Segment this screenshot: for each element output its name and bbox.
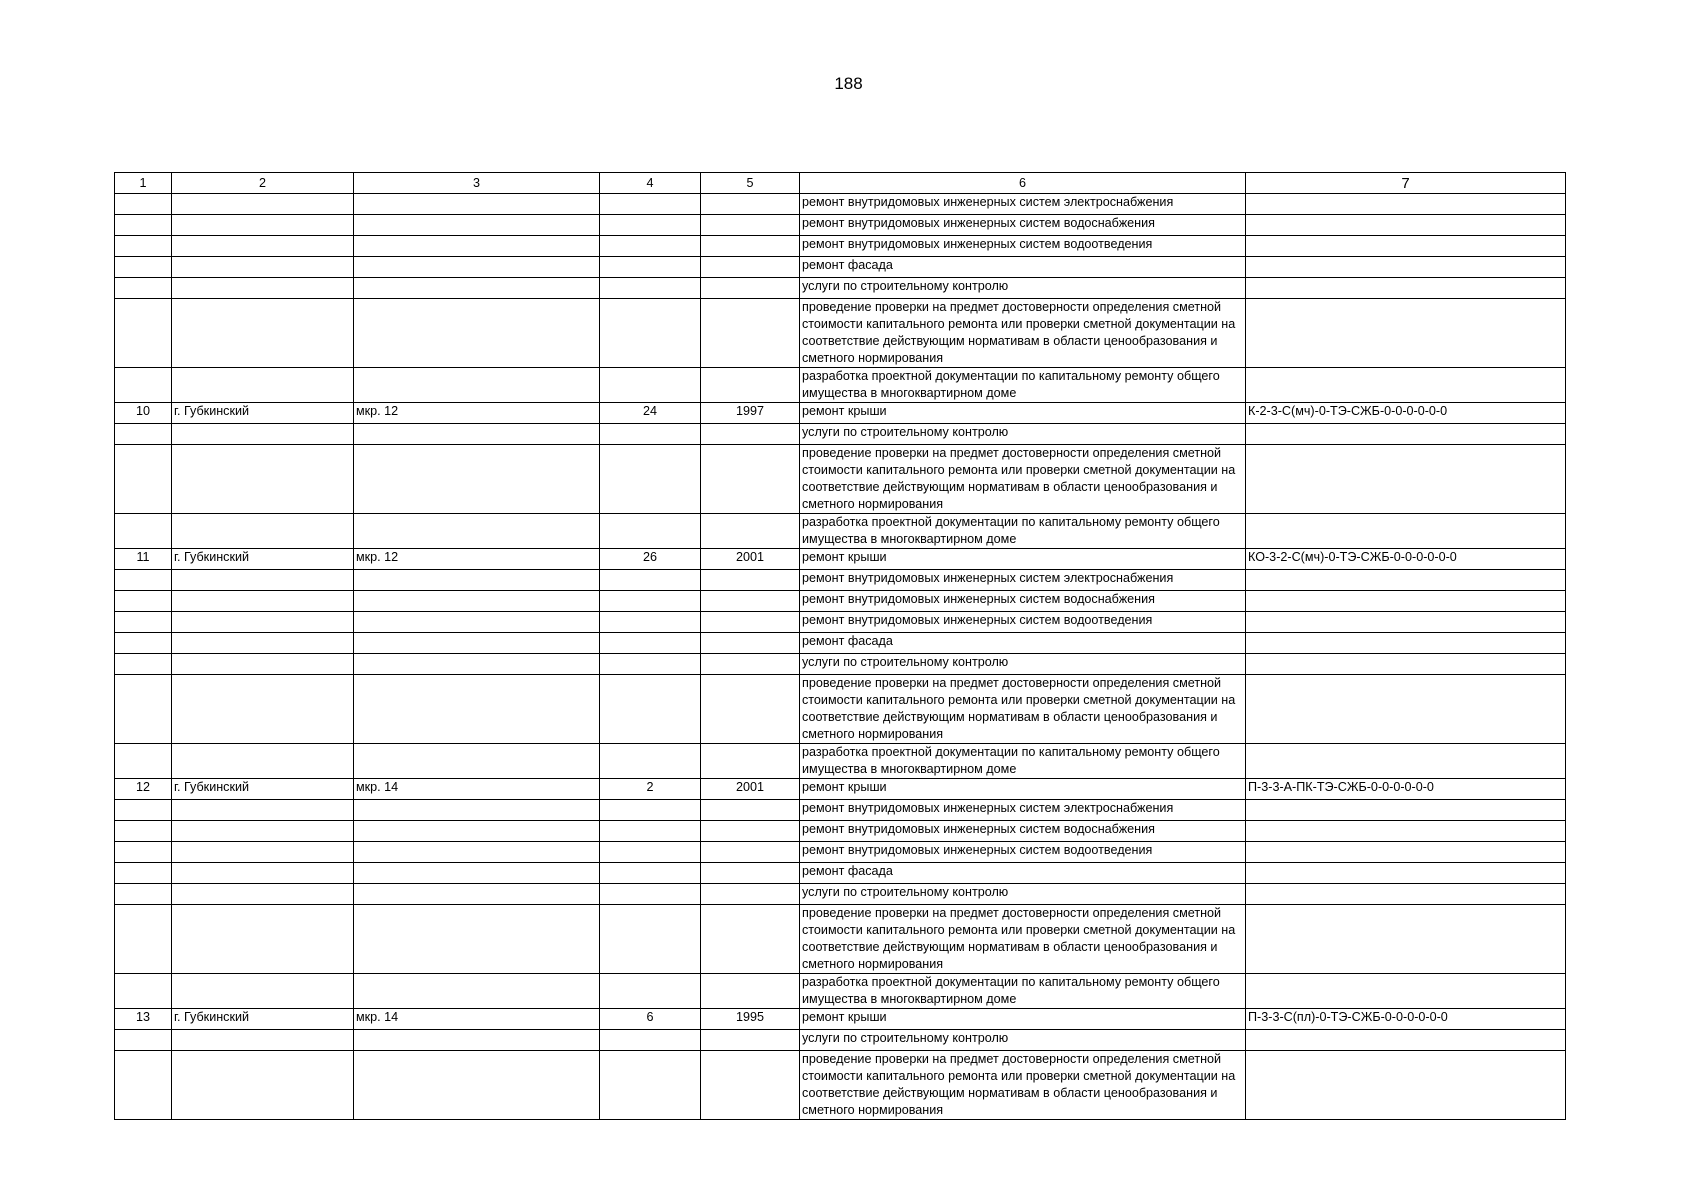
year-cell bbox=[701, 842, 800, 863]
work-type-cell: услуги по строительному контролю bbox=[800, 1030, 1246, 1051]
table-row bbox=[115, 194, 1566, 215]
house-number-cell bbox=[600, 445, 701, 514]
table-row bbox=[115, 424, 1566, 445]
house-number-cell bbox=[600, 257, 701, 278]
city-cell bbox=[172, 1051, 354, 1120]
city-cell: г. Губкинский bbox=[172, 403, 354, 424]
row-number-cell: 10 bbox=[115, 403, 172, 424]
house-number-cell bbox=[600, 194, 701, 215]
year-cell bbox=[701, 974, 800, 1009]
row-number-cell bbox=[115, 424, 172, 445]
building-code-cell bbox=[1246, 821, 1566, 842]
work-type-cell: проведение проверки на предмет достоверности определения сметной стоимости капитального ремонта или проверки сметной документации на соответствие действующим нормативам в области ценообразования и сметного нормирования bbox=[800, 675, 1246, 744]
building-code-cell bbox=[1246, 1030, 1566, 1051]
house-number-cell bbox=[600, 612, 701, 633]
address-cell bbox=[354, 1030, 600, 1051]
row-number-cell bbox=[115, 800, 172, 821]
address-cell bbox=[354, 905, 600, 974]
row-number-cell bbox=[115, 236, 172, 257]
house-number-cell bbox=[600, 236, 701, 257]
header-cell: 4 bbox=[600, 173, 701, 194]
city-cell bbox=[172, 744, 354, 779]
address-cell bbox=[354, 424, 600, 445]
building-code-cell: К-2-3-С(мч)-0-ТЭ-СЖБ-0-0-0-0-0-0 bbox=[1246, 403, 1566, 424]
city-cell: г. Губкинский bbox=[172, 779, 354, 800]
house-number-cell: 26 bbox=[600, 549, 701, 570]
house-number-cell bbox=[600, 215, 701, 236]
table-row bbox=[115, 1051, 1566, 1120]
table-row bbox=[115, 215, 1566, 236]
row-number-cell bbox=[115, 884, 172, 905]
row-number-cell bbox=[115, 194, 172, 215]
building-code-cell bbox=[1246, 368, 1566, 403]
building-code-cell bbox=[1246, 675, 1566, 744]
year-cell bbox=[701, 1030, 800, 1051]
building-code-cell: П-3-3-С(пл)-0-ТЭ-СЖБ-0-0-0-0-0-0 bbox=[1246, 1009, 1566, 1030]
table-row bbox=[115, 1030, 1566, 1051]
table-row bbox=[115, 549, 1566, 570]
year-cell bbox=[701, 905, 800, 974]
row-number-cell bbox=[115, 1030, 172, 1051]
house-number-cell bbox=[600, 821, 701, 842]
row-number-cell bbox=[115, 612, 172, 633]
building-code-cell bbox=[1246, 612, 1566, 633]
city-cell bbox=[172, 299, 354, 368]
work-type-cell: ремонт внутридомовых инженерных систем электроснабжения bbox=[800, 194, 1246, 215]
table-row bbox=[115, 368, 1566, 403]
house-number-cell bbox=[600, 514, 701, 549]
building-code-cell bbox=[1246, 278, 1566, 299]
year-cell bbox=[701, 863, 800, 884]
table-row bbox=[115, 403, 1566, 424]
address-cell bbox=[354, 514, 600, 549]
address-cell bbox=[354, 591, 600, 612]
address-cell bbox=[354, 744, 600, 779]
table-row bbox=[115, 612, 1566, 633]
city-cell bbox=[172, 1030, 354, 1051]
table-row bbox=[115, 257, 1566, 278]
table-row bbox=[115, 821, 1566, 842]
table-row bbox=[115, 570, 1566, 591]
year-cell: 2001 bbox=[701, 779, 800, 800]
work-type-cell: ремонт крыши bbox=[800, 549, 1246, 570]
row-number-cell bbox=[115, 215, 172, 236]
row-number-cell bbox=[115, 905, 172, 974]
row-number-cell: 13 bbox=[115, 1009, 172, 1030]
house-number-cell bbox=[600, 905, 701, 974]
work-type-cell: ремонт крыши bbox=[800, 779, 1246, 800]
row-number-cell bbox=[115, 633, 172, 654]
address-cell bbox=[354, 654, 600, 675]
house-number-cell bbox=[600, 884, 701, 905]
year-cell bbox=[701, 445, 800, 514]
work-type-cell: ремонт внутридомовых инженерных систем электроснабжения bbox=[800, 570, 1246, 591]
building-code-cell bbox=[1246, 842, 1566, 863]
row-number-cell bbox=[115, 514, 172, 549]
building-code-cell bbox=[1246, 1051, 1566, 1120]
address-cell bbox=[354, 863, 600, 884]
row-number-cell bbox=[115, 278, 172, 299]
row-number-cell bbox=[115, 299, 172, 368]
work-type-cell: ремонт внутридомовых инженерных систем электроснабжения bbox=[800, 800, 1246, 821]
work-type-cell: проведение проверки на предмет достоверности определения сметной стоимости капитального ремонта или проверки сметной документации на соответствие действующим нормативам в области ценообразования и сметного нормирования bbox=[800, 905, 1246, 974]
year-cell bbox=[701, 215, 800, 236]
year-cell bbox=[701, 278, 800, 299]
city-cell bbox=[172, 424, 354, 445]
year-cell bbox=[701, 570, 800, 591]
house-number-cell: 2 bbox=[600, 779, 701, 800]
table-row bbox=[115, 905, 1566, 974]
building-code-cell bbox=[1246, 800, 1566, 821]
house-number-cell bbox=[600, 1030, 701, 1051]
house-number-cell bbox=[600, 675, 701, 744]
city-cell bbox=[172, 974, 354, 1009]
address-cell bbox=[354, 1051, 600, 1120]
table-row bbox=[115, 654, 1566, 675]
header-cell: 2 bbox=[172, 173, 354, 194]
house-number-cell bbox=[600, 654, 701, 675]
row-number-cell bbox=[115, 257, 172, 278]
row-number-cell: 11 bbox=[115, 549, 172, 570]
address-cell bbox=[354, 257, 600, 278]
work-type-cell: ремонт крыши bbox=[800, 403, 1246, 424]
house-number-cell bbox=[600, 863, 701, 884]
table-row bbox=[115, 884, 1566, 905]
year-cell bbox=[701, 257, 800, 278]
header-cell: 5 bbox=[701, 173, 800, 194]
address-cell: мкр. 14 bbox=[354, 779, 600, 800]
address-cell bbox=[354, 278, 600, 299]
house-number-cell: 24 bbox=[600, 403, 701, 424]
house-number-cell bbox=[600, 744, 701, 779]
year-cell bbox=[701, 675, 800, 744]
work-type-cell: проведение проверки на предмет достоверности определения сметной стоимости капитального ремонта или проверки сметной документации на соответствие действующим нормативам в области ценообразования и сметного нормирования bbox=[800, 299, 1246, 368]
house-number-cell bbox=[600, 424, 701, 445]
address-cell bbox=[354, 215, 600, 236]
city-cell bbox=[172, 514, 354, 549]
row-number-cell bbox=[115, 570, 172, 591]
work-type-cell: услуги по строительному контролю bbox=[800, 654, 1246, 675]
table-row bbox=[115, 633, 1566, 654]
table-header-row bbox=[115, 173, 1566, 194]
address-cell bbox=[354, 800, 600, 821]
city-cell bbox=[172, 257, 354, 278]
table-row bbox=[115, 744, 1566, 779]
city-cell bbox=[172, 842, 354, 863]
city-cell bbox=[172, 194, 354, 215]
house-number-cell bbox=[600, 591, 701, 612]
year-cell bbox=[701, 591, 800, 612]
city-cell bbox=[172, 863, 354, 884]
building-code-cell bbox=[1246, 744, 1566, 779]
row-number-cell bbox=[115, 654, 172, 675]
building-code-cell bbox=[1246, 424, 1566, 445]
city-cell: г. Губкинский bbox=[172, 549, 354, 570]
city-cell bbox=[172, 654, 354, 675]
row-number-cell bbox=[115, 445, 172, 514]
work-type-cell: ремонт внутридомовых инженерных систем водоотведения bbox=[800, 842, 1246, 863]
building-code-cell bbox=[1246, 884, 1566, 905]
work-type-cell: разработка проектной документации по капитальному ремонту общего имущества в многоквартирном доме bbox=[800, 514, 1246, 549]
year-cell bbox=[701, 236, 800, 257]
address-cell bbox=[354, 821, 600, 842]
year-cell bbox=[701, 194, 800, 215]
address-cell bbox=[354, 612, 600, 633]
address-cell bbox=[354, 570, 600, 591]
city-cell bbox=[172, 884, 354, 905]
table-row bbox=[115, 514, 1566, 549]
header-cell: 7 bbox=[1246, 173, 1566, 194]
city-cell: г. Губкинский bbox=[172, 1009, 354, 1030]
building-code-cell bbox=[1246, 299, 1566, 368]
city-cell bbox=[172, 278, 354, 299]
house-number-cell bbox=[600, 842, 701, 863]
building-code-cell: П-3-3-А-ПК-ТЭ-СЖБ-0-0-0-0-0-0 bbox=[1246, 779, 1566, 800]
table-row bbox=[115, 278, 1566, 299]
address-cell bbox=[354, 368, 600, 403]
work-type-cell: ремонт внутридомовых инженерных систем водоснабжения bbox=[800, 215, 1246, 236]
table-row bbox=[115, 779, 1566, 800]
work-type-cell: разработка проектной документации по капитальному ремонту общего имущества в многоквартирном доме bbox=[800, 744, 1246, 779]
table-row bbox=[115, 591, 1566, 612]
city-cell bbox=[172, 612, 354, 633]
address-cell: мкр. 12 bbox=[354, 549, 600, 570]
year-cell: 1997 bbox=[701, 403, 800, 424]
table-row bbox=[115, 675, 1566, 744]
work-type-cell: разработка проектной документации по капитальному ремонту общего имущества в многоквартирном доме bbox=[800, 974, 1246, 1009]
address-cell bbox=[354, 236, 600, 257]
house-number-cell bbox=[600, 278, 701, 299]
row-number-cell bbox=[115, 863, 172, 884]
table-row bbox=[115, 1009, 1566, 1030]
building-code-cell bbox=[1246, 863, 1566, 884]
table-row bbox=[115, 863, 1566, 884]
year-cell bbox=[701, 1051, 800, 1120]
year-cell: 2001 bbox=[701, 549, 800, 570]
address-cell bbox=[354, 299, 600, 368]
work-type-cell: ремонт фасада bbox=[800, 257, 1246, 278]
building-code-cell bbox=[1246, 591, 1566, 612]
work-type-cell: проведение проверки на предмет достоверности определения сметной стоимости капитального ремонта или проверки сметной документации на соответствие действующим нормативам в области ценообразования и сметного нормирования bbox=[800, 1051, 1246, 1120]
city-cell bbox=[172, 591, 354, 612]
year-cell bbox=[701, 612, 800, 633]
building-code-cell bbox=[1246, 633, 1566, 654]
building-code-cell bbox=[1246, 570, 1566, 591]
house-number-cell bbox=[600, 570, 701, 591]
row-number-cell bbox=[115, 842, 172, 863]
year-cell bbox=[701, 514, 800, 549]
city-cell bbox=[172, 633, 354, 654]
work-type-cell: разработка проектной документации по капитальному ремонту общего имущества в многоквартирном доме bbox=[800, 368, 1246, 403]
year-cell bbox=[701, 821, 800, 842]
house-number-cell bbox=[600, 633, 701, 654]
address-cell bbox=[354, 633, 600, 654]
building-code-cell bbox=[1246, 445, 1566, 514]
table-row bbox=[115, 299, 1566, 368]
city-cell bbox=[172, 445, 354, 514]
building-code-cell bbox=[1246, 215, 1566, 236]
work-type-cell: услуги по строительному контролю bbox=[800, 884, 1246, 905]
address-cell bbox=[354, 842, 600, 863]
house-number-cell bbox=[600, 299, 701, 368]
building-code-cell bbox=[1246, 257, 1566, 278]
year-cell bbox=[701, 424, 800, 445]
year-cell bbox=[701, 368, 800, 403]
address-cell: мкр. 12 bbox=[354, 403, 600, 424]
works-table bbox=[114, 172, 1566, 1120]
page-number: 188 bbox=[834, 74, 863, 93]
year-cell bbox=[701, 299, 800, 368]
address-cell bbox=[354, 884, 600, 905]
work-type-cell: ремонт фасада bbox=[800, 633, 1246, 654]
work-type-cell: ремонт фасада bbox=[800, 863, 1246, 884]
row-number-cell bbox=[115, 821, 172, 842]
row-number-cell bbox=[115, 974, 172, 1009]
table-row bbox=[115, 800, 1566, 821]
row-number-cell bbox=[115, 591, 172, 612]
city-cell bbox=[172, 800, 354, 821]
city-cell bbox=[172, 570, 354, 591]
year-cell bbox=[701, 654, 800, 675]
header-cell: 1 bbox=[115, 173, 172, 194]
table-row bbox=[115, 842, 1566, 863]
header-cell: 3 bbox=[354, 173, 600, 194]
row-number-cell bbox=[115, 1051, 172, 1120]
table-row bbox=[115, 236, 1566, 257]
building-code-cell bbox=[1246, 654, 1566, 675]
work-type-cell: проведение проверки на предмет достоверности определения сметной стоимости капитального ремонта или проверки сметной документации на соответствие действующим нормативам в области ценообразования и сметного нормирования bbox=[800, 445, 1246, 514]
year-cell bbox=[701, 800, 800, 821]
work-type-cell: ремонт внутридомовых инженерных систем водоснабжения bbox=[800, 591, 1246, 612]
city-cell bbox=[172, 905, 354, 974]
building-code-cell: КО-3-2-С(мч)-0-ТЭ-СЖБ-0-0-0-0-0-0 bbox=[1246, 549, 1566, 570]
work-type-cell: ремонт внутридомовых инженерных систем водоотведения bbox=[800, 236, 1246, 257]
year-cell bbox=[701, 744, 800, 779]
building-code-cell bbox=[1246, 514, 1566, 549]
work-type-cell: услуги по строительному контролю bbox=[800, 424, 1246, 445]
city-cell bbox=[172, 236, 354, 257]
table-row bbox=[115, 974, 1566, 1009]
work-type-cell: ремонт внутридомовых инженерных систем водоснабжения bbox=[800, 821, 1246, 842]
year-cell: 1995 bbox=[701, 1009, 800, 1030]
house-number-cell bbox=[600, 368, 701, 403]
building-code-cell bbox=[1246, 236, 1566, 257]
address-cell: мкр. 14 bbox=[354, 1009, 600, 1030]
row-number-cell bbox=[115, 744, 172, 779]
city-cell bbox=[172, 368, 354, 403]
row-number-cell bbox=[115, 675, 172, 744]
city-cell bbox=[172, 821, 354, 842]
work-type-cell: услуги по строительному контролю bbox=[800, 278, 1246, 299]
city-cell bbox=[172, 215, 354, 236]
address-cell bbox=[354, 194, 600, 215]
house-number-cell bbox=[600, 1051, 701, 1120]
table-row bbox=[115, 445, 1566, 514]
row-number-cell bbox=[115, 368, 172, 403]
work-type-cell: ремонт крыши bbox=[800, 1009, 1246, 1030]
address-cell bbox=[354, 445, 600, 514]
row-number-cell: 12 bbox=[115, 779, 172, 800]
address-cell bbox=[354, 675, 600, 744]
year-cell bbox=[701, 884, 800, 905]
house-number-cell bbox=[600, 800, 701, 821]
building-code-cell bbox=[1246, 974, 1566, 1009]
work-type-cell: ремонт внутридомовых инженерных систем водоотведения bbox=[800, 612, 1246, 633]
house-number-cell: 6 bbox=[600, 1009, 701, 1030]
building-code-cell bbox=[1246, 905, 1566, 974]
house-number-cell bbox=[600, 974, 701, 1009]
city-cell bbox=[172, 675, 354, 744]
address-cell bbox=[354, 974, 600, 1009]
building-code-cell bbox=[1246, 194, 1566, 215]
header-cell: 6 bbox=[800, 173, 1246, 194]
year-cell bbox=[701, 633, 800, 654]
